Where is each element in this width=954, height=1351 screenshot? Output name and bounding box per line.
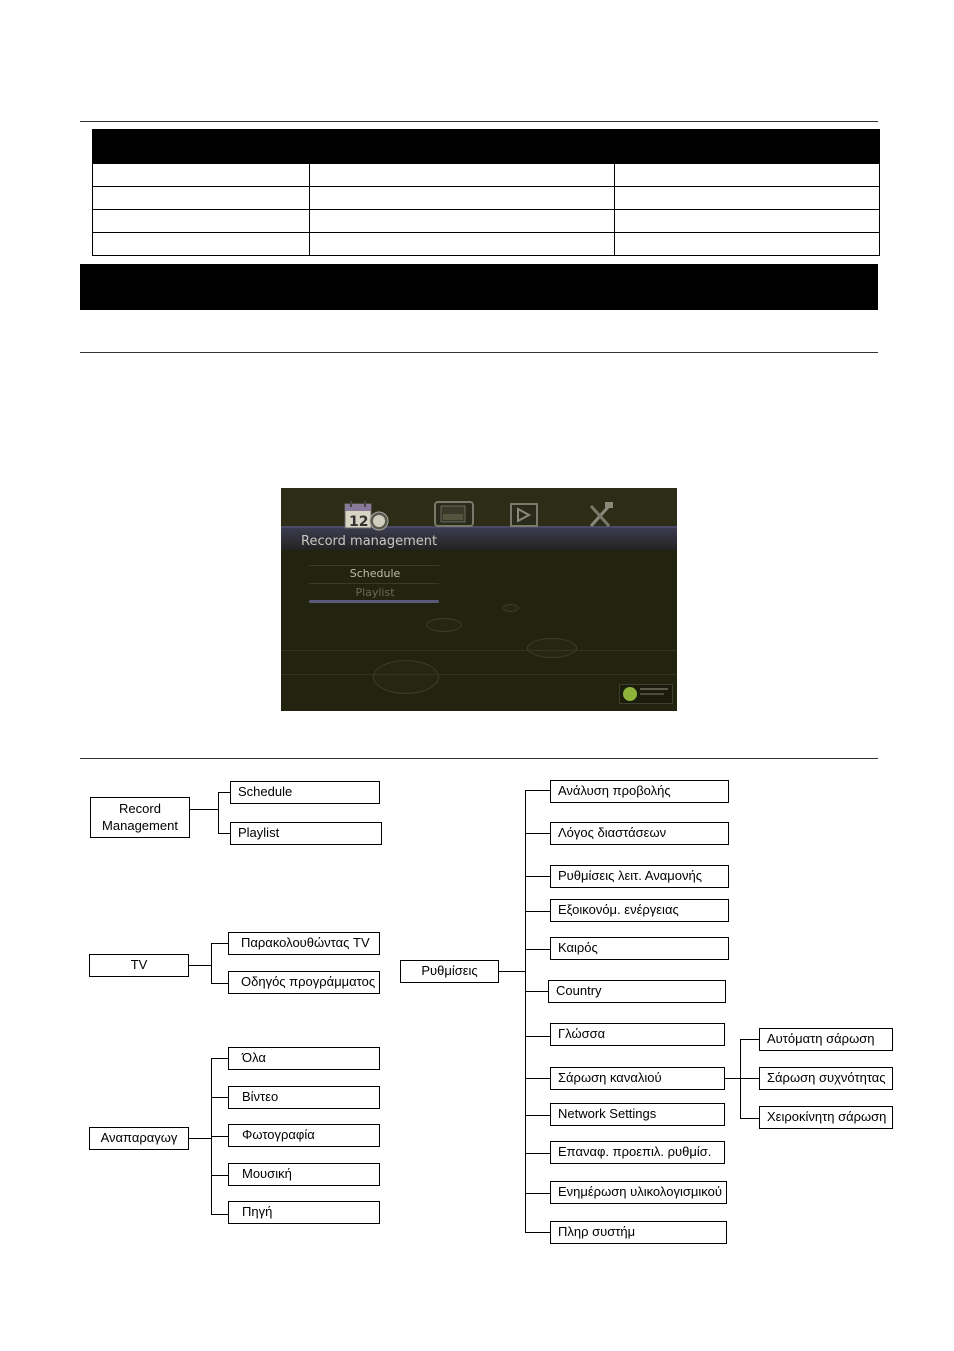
node-standby-settings: Ρυθμίσεις λειτ. Αναμονής xyxy=(550,865,729,888)
node-language: Γλώσσα xyxy=(550,1023,725,1046)
node-aspect-ratio: Λόγος διαστάσεων xyxy=(550,822,729,845)
menu-item-schedule[interactable]: Schedule xyxy=(349,567,401,580)
node-weather: Καιρός xyxy=(550,937,729,960)
menu-screenshot xyxy=(281,488,677,711)
node-manual-scan: Χειροκίνητη σάρωση xyxy=(759,1106,893,1129)
node-record-management: Record Management xyxy=(90,797,190,838)
tools-icon xyxy=(585,500,617,530)
section-banner xyxy=(80,264,878,310)
node-network-settings: Network Settings xyxy=(550,1103,725,1126)
screen-title: Record management xyxy=(301,534,438,549)
table-row xyxy=(93,233,880,256)
node-frequency-scan: Σάρωση συχνότητας xyxy=(759,1067,893,1090)
node-video: Βίντεο xyxy=(228,1086,380,1109)
calendar-icon xyxy=(343,498,389,532)
tv-icon xyxy=(433,500,475,528)
table-header-cell xyxy=(615,130,880,164)
table-header-cell xyxy=(93,130,615,164)
node-tv: TV xyxy=(89,954,189,977)
brand-logo xyxy=(619,684,673,704)
node-watching-tv: Παρακολουθώντας TV xyxy=(228,932,380,955)
table-header-row xyxy=(93,130,880,164)
node-energy-saving: Εξοικονόμ. ενέργειας xyxy=(550,899,729,922)
selection-highlight xyxy=(309,600,439,603)
spec-table xyxy=(92,129,880,256)
node-factory-reset: Επαναφ. προεπιλ. ρυθμίσ. xyxy=(550,1141,725,1164)
diagram-rule xyxy=(80,758,878,759)
table-row xyxy=(93,187,880,210)
menu-item-playlist[interactable]: Playlist xyxy=(355,586,395,599)
node-country: Country xyxy=(548,980,726,1003)
node-playlist: Playlist xyxy=(230,822,382,845)
node-auto-scan: Αυτόματη σάρωση xyxy=(759,1028,893,1051)
node-program-guide: Οδηγός προγράμματος xyxy=(228,971,380,994)
node-settings: Ρυθμίσεις xyxy=(400,960,499,983)
table-row xyxy=(93,164,880,187)
node-system-info: Πληρ συστήμ xyxy=(550,1221,727,1244)
node-schedule: Schedule xyxy=(230,781,380,804)
node-firmware-update: Ενημέρωση υλικολογισμικού xyxy=(550,1181,727,1204)
node-source: Πηγή xyxy=(228,1201,380,1224)
top-rule xyxy=(80,121,878,122)
table-row xyxy=(93,210,880,233)
node-display-resolution: Ανάλυση προβολής xyxy=(550,780,729,803)
playback-icon xyxy=(509,502,541,528)
section-rule xyxy=(80,352,878,353)
calendar-day: 12 xyxy=(349,514,369,530)
node-channel-scan: Σάρωση καναλιού xyxy=(550,1067,725,1090)
node-photo: Φωτογραφία xyxy=(228,1124,380,1147)
node-music: Μουσική xyxy=(228,1163,380,1186)
node-playback: Αναπαραγωγ xyxy=(89,1127,189,1150)
node-all: Όλα xyxy=(228,1047,380,1070)
